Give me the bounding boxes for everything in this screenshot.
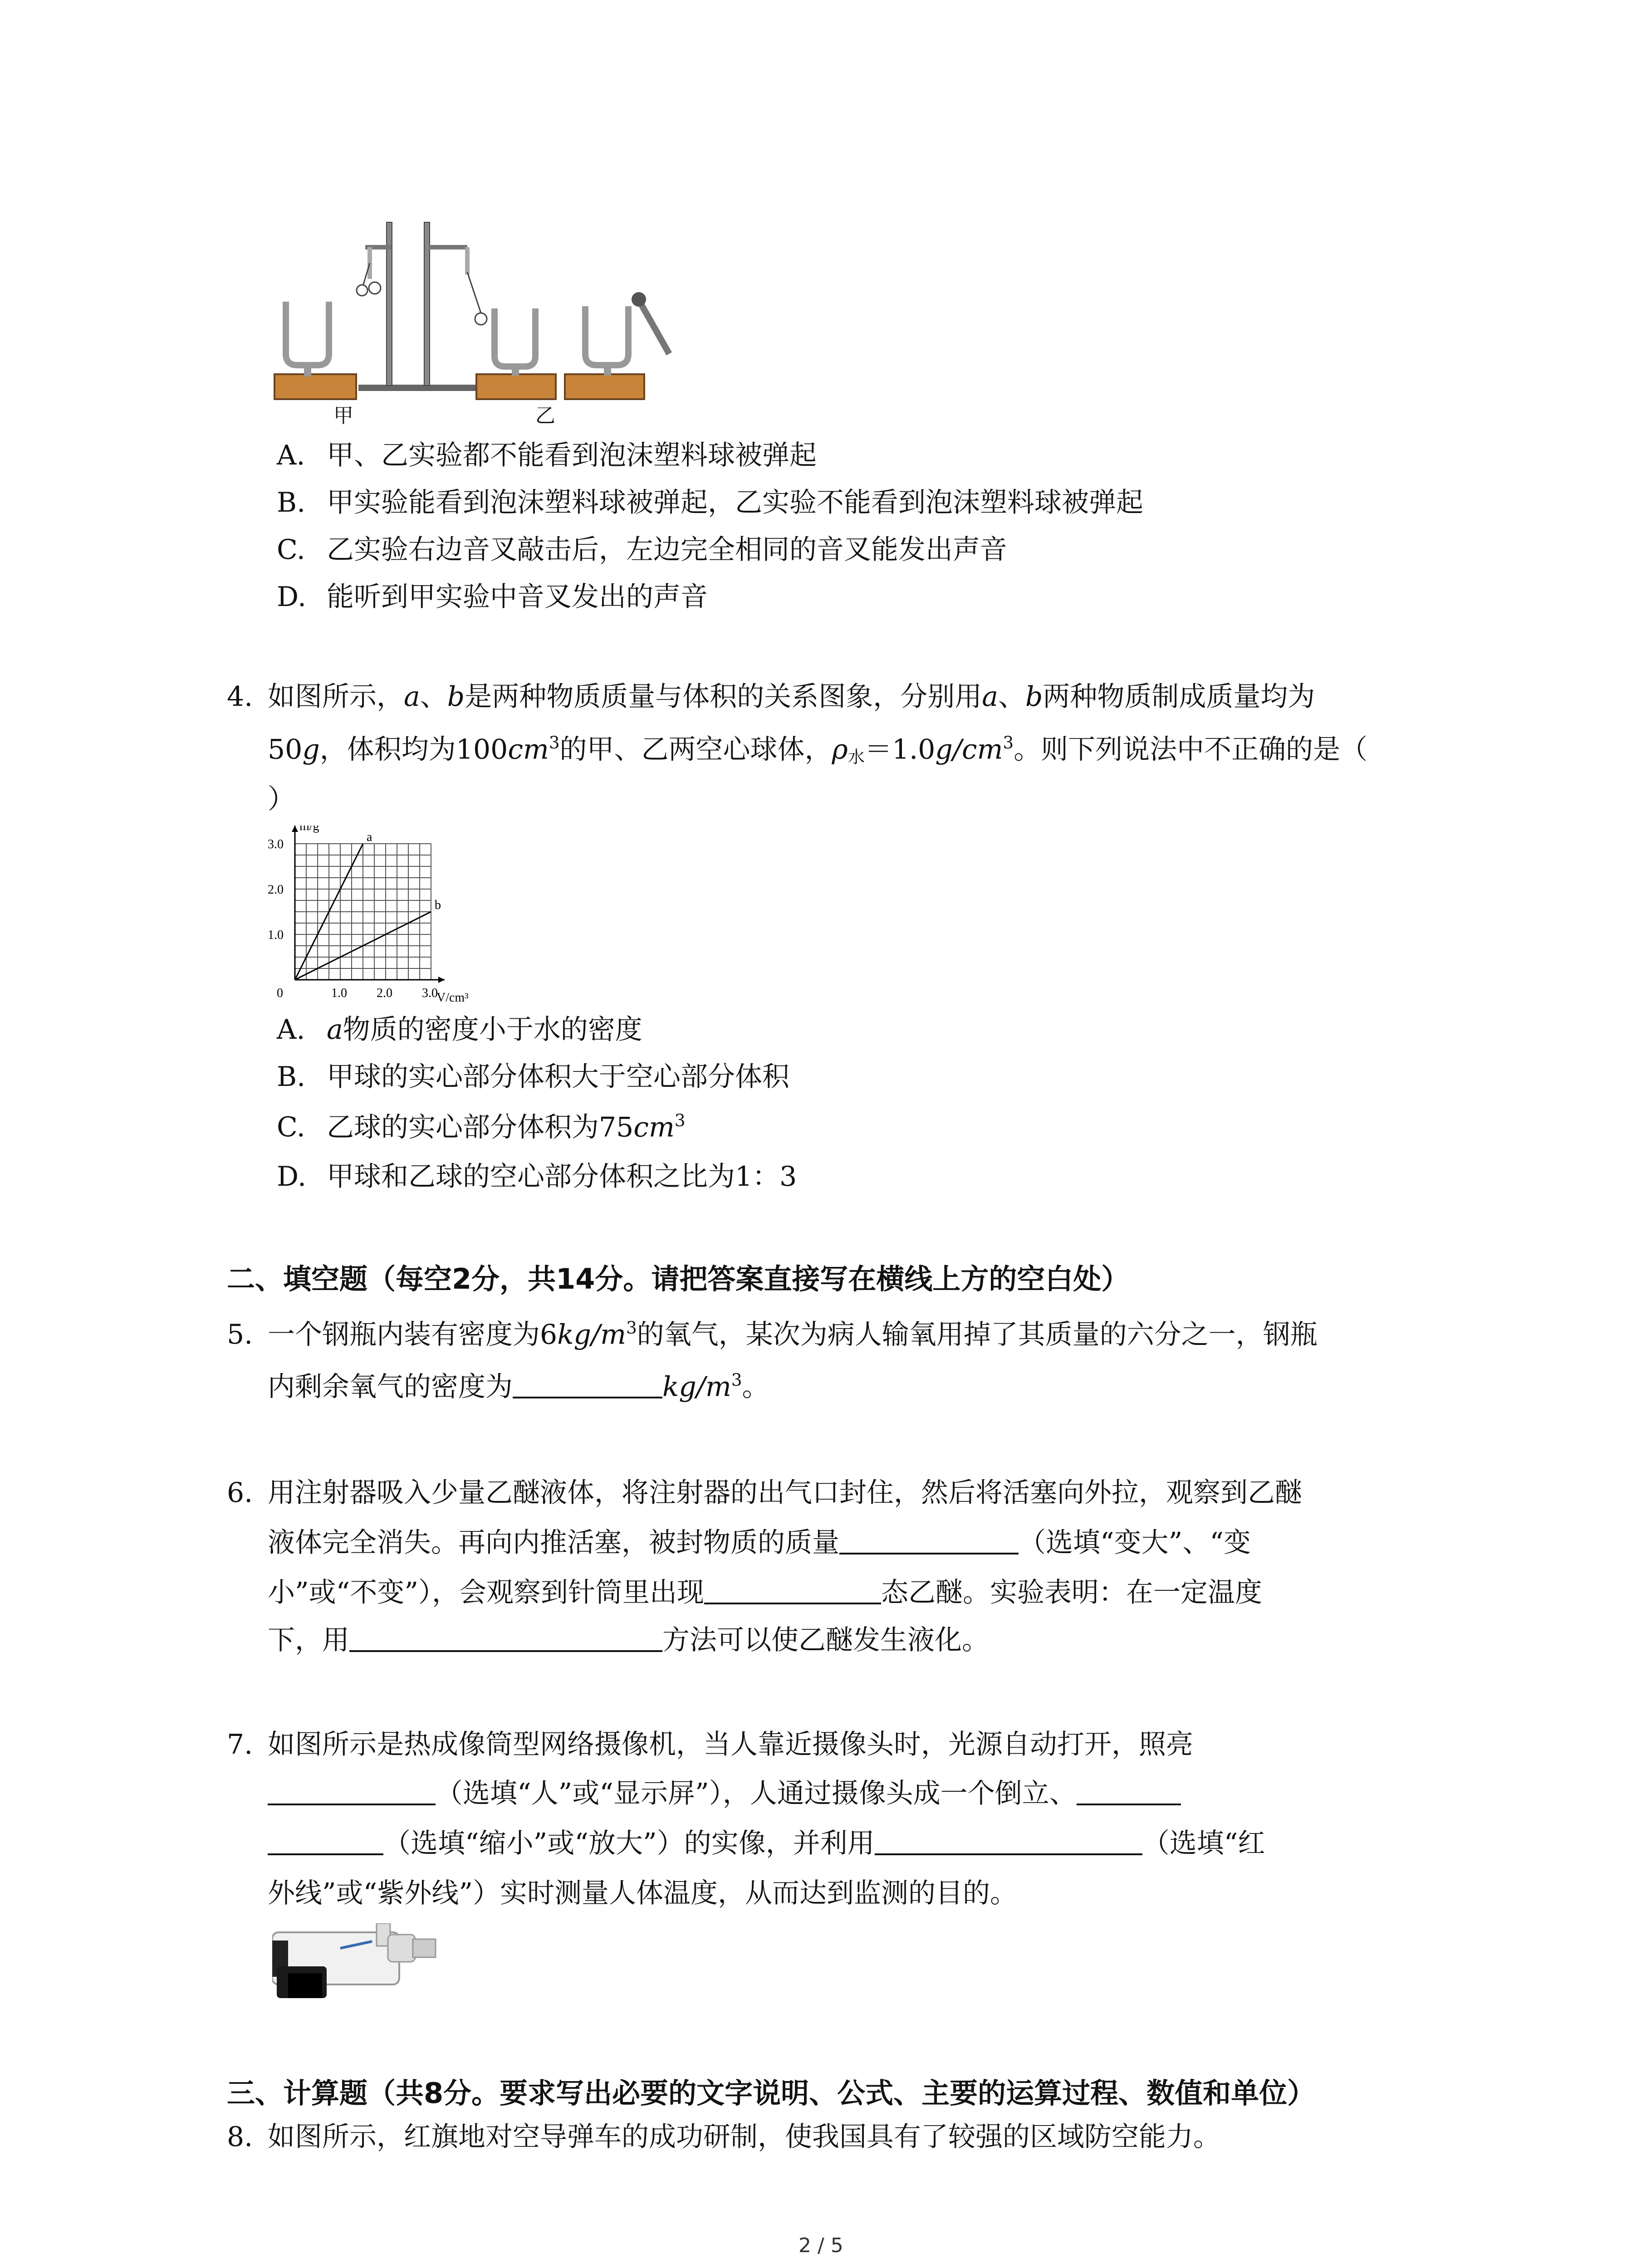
y-tick-label: 1.0 [268, 928, 284, 942]
q3-option-a: A. 甲、乙实验都不能看到泡沫塑料球被弹起 [277, 440, 817, 471]
q6-line4: 下，用 方法可以使乙醚发生液化。 [268, 1624, 989, 1656]
x-axis-label: V/cm³ [436, 991, 469, 1005]
x-tick-label: 2.0 [377, 986, 392, 1000]
q5-line1: 5. 一个钢瓶内装有密度为$6kg/m^3$的氧气，某次为病人输氧用掉了其质量的六分之一，钢瓶 [227, 1318, 1318, 1351]
figure-label-yi: 乙 [535, 404, 555, 427]
q4-option-c: C. 乙球的实心部分体积为$75cm^3$ [277, 1110, 686, 1144]
q6-answer-blank-1[interactable] [839, 1528, 1019, 1554]
q4-option-a: A. a物质的密度小于水的密度 [277, 1014, 642, 1046]
mass-volume-chart [263, 826, 490, 1007]
tuning-fork-illustration [268, 218, 676, 435]
x-axis-arrow [438, 977, 445, 983]
figure-label-jia: 甲 [333, 404, 353, 427]
q3-option-b: B. 甲实验能看到泡沫塑料球被弹起，乙实验不能看到泡沫塑料球被弹起 [277, 487, 1143, 518]
q4-option-b: B. 甲球的实心部分体积大于空心部分体积 [277, 1061, 789, 1093]
q3-option-c: C. 乙实验右边音叉敲击后，左边完全相同的音叉能发出声音 [277, 534, 1007, 566]
thermal-camera-illustration [272, 1923, 445, 2014]
q3-option-d: D. 能听到甲实验中音叉发出的声音 [277, 581, 708, 613]
y-axis-label: m/g [299, 826, 319, 833]
y-tick-label: 3.0 [268, 837, 284, 851]
series-label-b: b [435, 898, 441, 912]
q6-line2: 液体完全消失。再向内推活塞，被封物质的质量 （选填“变大”、“变 [268, 1527, 1251, 1559]
page-number: 2 / 5 [798, 2234, 843, 2257]
q7-line2: （选填“人”或“显示屏”），人通过摄像头成一个倒立、 [268, 1777, 1181, 1810]
q4-option-d: D. 甲球和乙球的空心部分体积之比为1：3 [277, 1161, 797, 1193]
q4-stem-line2: 50g，体积均为$100cm^3$的甲、乙两空心球体，$\rho_水=1.0g/cm^3$。则下列说法中不正确的是（ [268, 733, 1368, 767]
q7-answer-blank-1[interactable] [268, 1779, 436, 1805]
q4-stem-line1: 4. 如图所示，a、b是两种物质质量与体积的关系图象，分别用a、b两种物质制成质量均为 [227, 681, 1315, 713]
series-label-a: a [367, 830, 372, 844]
q8-line1: 8. 如图所示，红旗地对空导弹车的成功研制，使我国具有了较强的区域防空能力。 [227, 2121, 1220, 2153]
y-axis-arrow [292, 826, 298, 832]
q6-answer-blank-3[interactable] [349, 1626, 662, 1652]
q5-line2: 内剩余氧气的密度为 $kg/m^3$。 [268, 1370, 769, 1403]
q7-line1: 7. 如图所示是热成像筒型网络摄像机，当人靠近摄像头时，光源自动打开，照亮 [227, 1729, 1193, 1760]
q6-answer-blank-2[interactable] [704, 1578, 881, 1604]
section2-heading: 二、填空题（每空2分，共14分。请把答案直接写在横线上方的空白处） [227, 1262, 1130, 1295]
q5-answer-blank[interactable] [513, 1372, 662, 1398]
x-tick-label: 0 [277, 986, 283, 1000]
q7-answer-blank-3[interactable] [875, 1829, 1142, 1855]
thermal-camera-image [272, 1923, 445, 2014]
q6-line3: 小”或“不变”），会观察到针筒里出现 态乙醚。实验表明：在一定温度 [268, 1577, 1263, 1608]
x-tick-label: 3.0 [422, 986, 438, 1000]
q4-stem-line3: ） [268, 783, 295, 815]
q7-line4: 外线”或“紫外线”）实时测量人体温度，从而达到监测的目的。 [268, 1877, 1018, 1909]
mass-volume-chart-svg [263, 826, 490, 1007]
q7-answer-blank-2a[interactable] [1077, 1779, 1181, 1805]
q6-line1: 6. 用注射器吸入少量乙醚液体，将注射器的出气口封住，然后将活塞向外拉，观察到乙醚 [227, 1477, 1302, 1509]
section3-heading: 三、计算题（共8分。要求写出必要的文字说明、公式、主要的运算过程、数值和单位） [227, 2077, 1316, 2110]
q7-line3: （选填“缩小”或“放大”）的实像，并利用 （选填“红 [268, 1827, 1265, 1860]
x-tick-label: 1.0 [331, 986, 347, 1000]
tuning-fork-figure [268, 218, 676, 435]
q7-answer-blank-2b[interactable] [268, 1829, 383, 1855]
y-tick-label: 2.0 [268, 883, 284, 897]
